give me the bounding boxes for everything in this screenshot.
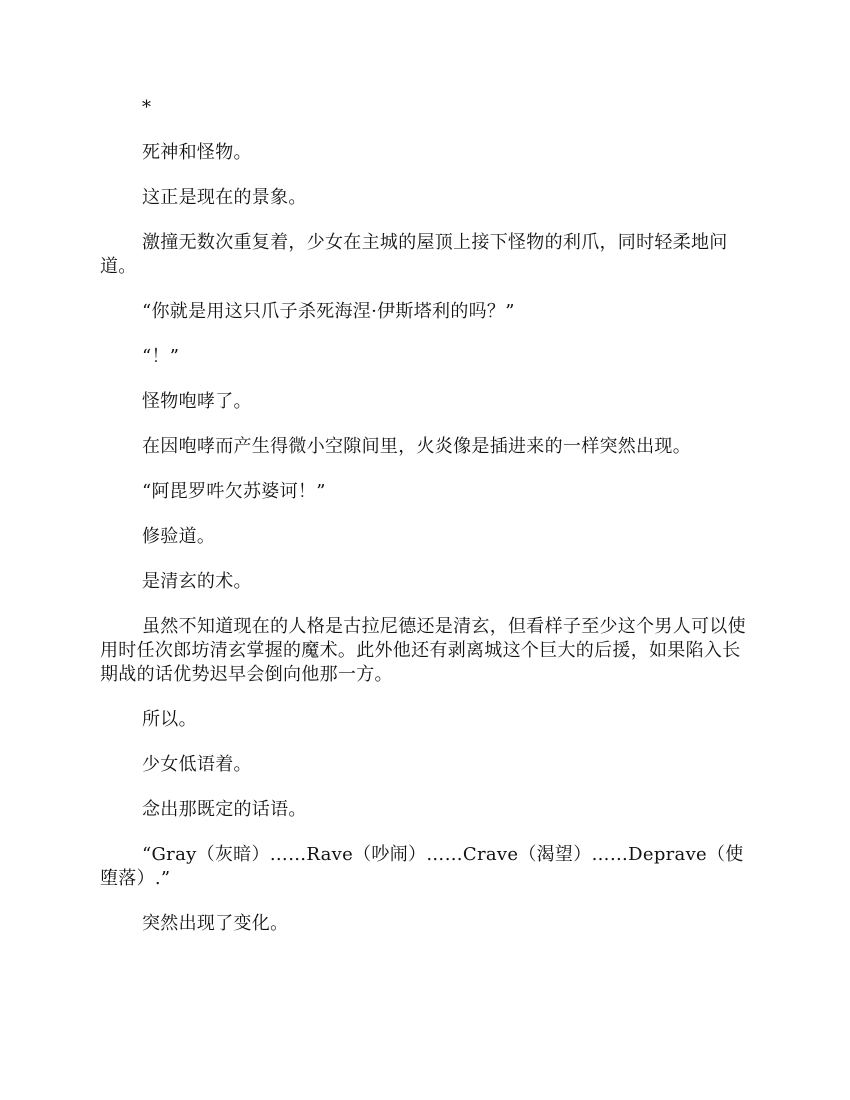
paragraph: 修验道。 (142, 526, 216, 547)
paragraph: 这正是现在的景象。 (142, 187, 307, 208)
paragraph: 念出那既定的话语。 (142, 799, 307, 820)
dialogue-paragraph: “你就是用这只爪子杀死海涅·伊斯塔利的吗？” (142, 301, 515, 322)
paragraph: 虽然不知道现在的人格是古拉尼德还是清玄，但看样子至少这个男人可以使用时任次郎坊清玄掌握的魔术。此外他还有剥离城这个巨大的后援，如果陷入长期战的话优势迟早会倒向他那一方。 (100, 616, 746, 685)
paragraph: 激撞无数次重复着，少女在主城的屋顶上接下怪物的利爪，同时轻柔地问道。 (100, 232, 728, 277)
dialogue-paragraph: “阿毘罗吽欠苏婆诃！” (142, 481, 326, 502)
paragraph: 突然出现了变化。 (142, 913, 289, 934)
dialogue-paragraph: “Gray（灰暗）……Rave（吵闹）……Crave（渴望）……Deprave（使堕落）.” (100, 844, 744, 889)
paragraph: 在因咆哮而产生得微小空隙间里，火炎像是插进来的一样突然出现。 (142, 436, 691, 457)
paragraph: 少女低语着。 (142, 754, 252, 775)
paragraph: 所以。 (142, 709, 197, 730)
document-page (100, 96, 750, 957)
paragraph: 怪物咆哮了。 (142, 391, 252, 412)
paragraph: 死神和怪物。 (142, 142, 252, 163)
dialogue-paragraph: “！” (142, 346, 180, 367)
scene-break-marker: * (142, 97, 152, 118)
paragraph: 是清玄的术。 (142, 571, 252, 592)
